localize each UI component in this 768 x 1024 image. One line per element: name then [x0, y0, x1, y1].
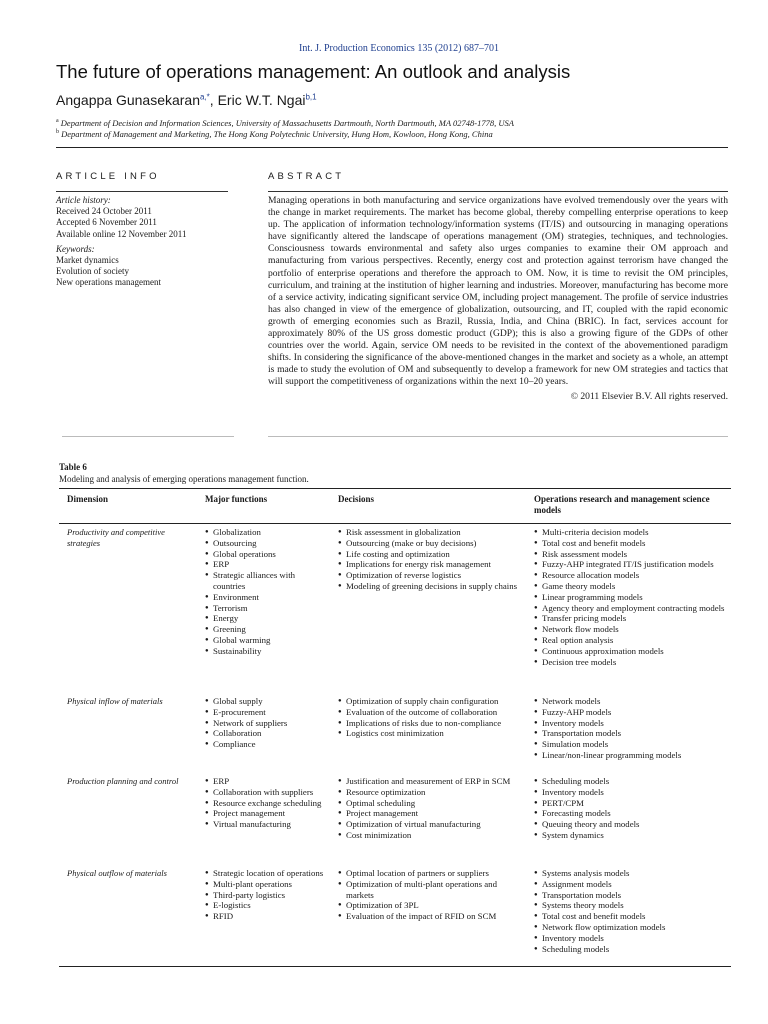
- list-item: ● E-logistics: [205, 900, 327, 911]
- header-divider: [56, 147, 728, 148]
- list-item: ● Risk assessment in globalization: [338, 527, 526, 538]
- row-dimension: Productivity and competitive strategies: [67, 527, 165, 548]
- list-item: ● Risk assessment models: [534, 549, 734, 560]
- decisions-list: [338, 776, 526, 841]
- list-item: ● RFID: [205, 911, 327, 922]
- list-item: ● Game theory models: [534, 581, 734, 592]
- history-item: Received 24 October 2011: [56, 206, 152, 217]
- list-item: ● Greening: [205, 624, 327, 635]
- list-item: ● Multi-criteria decision models: [534, 527, 734, 538]
- list-item: ● System dynamics: [534, 830, 734, 841]
- table-header-decisions: Decisions: [338, 494, 374, 504]
- list-item: ● Optimization of supply chain configuration: [338, 696, 526, 707]
- list-item: ● Systems analysis models: [534, 868, 734, 879]
- abstract-text: Managing operations in both manufacturing and service organizations have evolved tremendously over the years with the change in market requirements. The market has become global, thereby compelling enterprise operations to keep up. The application of information technology/information systems (IT/IS) and outsourcing in managing operations have significantly altered the landscape of operations management (OM) strategies, techniques, and technologies. Consciousness towards environmental and safety also urges companies to examine their OM approach and manufacturing from various perspectives. Recently, energy cost and protection against terrorism have changed the portfolio of enterprise operations and therefore the approach to OM. Now, it is time to revisit the OM principles, curriculum, and training at the institution of higher learning and industries. Moreover, manufacturing has become more of a service activity, indicating significant service OM, including project management. The profile of service industries has also changed in view of the emergence of globalization, outsourcing, and IT, coupled with the rapid economic growth of emerging economies such as Brazil, Russia, India, and China (BRIC). In fact, services account for approximately 80% of the US gross domestic product (GDP); this is also a growing figure of the GDPs of other countries over the world. Again, service OM needs to be revisited in the context of the abovementioned paradigm shifts. In considering the significance of the above-mentioned changes in the market and society as a whole, an attempt is made to study the evolution of OM and subsequently to develop a framework for new OM strategies and tactics that will support the competitiveness of organizations within the next 10–20 years.: [268, 195, 728, 388]
- list-item: ● Linear/non-linear programming models: [534, 750, 734, 761]
- list-item: ● Optimization of reverse logistics: [338, 570, 526, 581]
- keyword: Market dynamics: [56, 255, 119, 266]
- row-dimension: Physical inflow of materials: [67, 696, 163, 706]
- article-info-heading: ARTICLE INFO: [56, 171, 160, 182]
- list-item: ● Logistics cost minimization: [338, 728, 526, 739]
- functions-list: [205, 696, 327, 750]
- history-item: Accepted 6 November 2011: [56, 217, 157, 228]
- list-item: ● Fuzzy-AHP integrated IT/IS justification models: [534, 559, 734, 570]
- row-dimension: Production planning and control: [67, 776, 179, 786]
- list-item: ● Evaluation of the impact of RFID on SCM: [338, 911, 526, 922]
- list-item: ● Globalization: [205, 527, 327, 538]
- affiliation-b: $^b$ Department of Management and Marketing, The Hong Kong Polytechnic University, Hung Hom, Kowloon, Hong Kong, China: [56, 129, 493, 139]
- list-item: ● Real option analysis: [534, 635, 734, 646]
- list-item: ● Energy: [205, 613, 327, 624]
- history-label: Article history:: [56, 195, 111, 205]
- keyword: New operations management: [56, 277, 161, 288]
- list-item: ● PERT/CPM: [534, 798, 734, 809]
- list-item: ● Simulation models: [534, 739, 734, 750]
- list-item: ● Terrorism: [205, 603, 327, 614]
- keywords-label: Keywords:: [56, 243, 95, 254]
- list-item: ● Virtual manufacturing: [205, 819, 327, 830]
- decisions-list: [338, 527, 526, 592]
- list-item: ● Inventory models: [534, 787, 734, 798]
- abstract-block: [268, 195, 728, 403]
- list-item: ● Inventory models: [534, 933, 734, 944]
- list-item: ● Project management: [205, 808, 327, 819]
- list-item: ● Assignment models: [534, 879, 734, 890]
- functions-list: [205, 776, 327, 830]
- abstract-heading: ABSTRACT: [268, 171, 345, 182]
- list-item: ● Third-party logistics: [205, 890, 327, 901]
- list-item: ● Transportation models: [534, 728, 734, 739]
- table-header-rule: [59, 523, 731, 524]
- decisions-list: [338, 696, 526, 739]
- list-item: ● Life costing and optimization: [338, 549, 526, 560]
- models-list: [534, 868, 734, 954]
- table-top-rule: [59, 488, 731, 489]
- author-name: Eric W.T. Ngai: [217, 92, 306, 108]
- list-item: ● Transfer pricing models: [534, 613, 734, 624]
- models-list: [534, 527, 734, 667]
- list-item: ● Systems theory models: [534, 900, 734, 911]
- list-item: ● Transportation models: [534, 890, 734, 901]
- list-item: ● Optimal scheduling: [338, 798, 526, 809]
- list-item: ● Sustainability: [205, 646, 327, 657]
- list-item: ● Global warming: [205, 635, 327, 646]
- list-item: ● Resource allocation models: [534, 570, 734, 581]
- row-dimension: Physical outflow of materials: [67, 868, 167, 878]
- list-item: ● E-procurement: [205, 707, 327, 718]
- list-item: ● Justification and measurement of ERP in SCM: [338, 776, 526, 787]
- list-item: ● Resource optimization: [338, 787, 526, 798]
- info-end-rule: [62, 436, 234, 437]
- table-label: Table 6: [59, 462, 87, 472]
- functions-list: [205, 527, 327, 657]
- abstract-end-rule: [268, 436, 728, 437]
- list-item: ● Implications for energy risk management: [338, 559, 526, 570]
- list-item: ● Continuous approximation models: [534, 646, 734, 657]
- copyright-notice: © 2011 Elsevier B.V. All rights reserved.: [570, 390, 728, 402]
- list-item: ● ERP: [205, 559, 327, 570]
- list-item: ● Scheduling models: [534, 944, 734, 955]
- table-bottom-rule: [59, 966, 731, 967]
- list-item: ● Compliance: [205, 739, 327, 750]
- author-list: Angappa Gunasekaran$^{a,*}$, Eric W.T. Ngai$^{b,1}$: [56, 92, 317, 108]
- author-affiliation-mark[interactable]: a,*: [200, 92, 210, 102]
- paper-title: The future of operations management: An outlook and analysis: [56, 61, 571, 82]
- list-item: ● Collaboration: [205, 728, 327, 739]
- list-item: ● Network of suppliers: [205, 718, 327, 729]
- list-item: ● Network models: [534, 696, 734, 707]
- list-item: ● Strategic alliances with countries: [205, 570, 327, 592]
- table-header-models: Operations research and management science models: [534, 494, 710, 515]
- table-header-dimension: Dimension: [67, 494, 109, 504]
- list-item: ● Resource exchange scheduling: [205, 798, 327, 809]
- list-item: ● Environment: [205, 592, 327, 603]
- table-caption: Modeling and analysis of emerging operations management function.: [59, 474, 309, 484]
- list-item: ● Optimization of multi-plant operations and markets: [338, 879, 526, 901]
- list-item: ● Multi-plant operations: [205, 879, 327, 890]
- list-item: ● Agency theory and employment contracting models: [534, 603, 734, 614]
- history-item: Available online 12 November 2011: [56, 228, 187, 239]
- author-name: Angappa Gunasekaran: [56, 92, 200, 108]
- list-item: ● Inventory models: [534, 718, 734, 729]
- list-item: ● Total cost and benefit models: [534, 911, 734, 922]
- list-item: ● Queuing theory and models: [534, 819, 734, 830]
- list-item: ● Forecasting models: [534, 808, 734, 819]
- list-item: ● Network flow models: [534, 624, 734, 635]
- list-item: ● Collaboration with suppliers: [205, 787, 327, 798]
- functions-list: [205, 868, 327, 922]
- keyword: Evolution of society: [56, 266, 129, 277]
- models-list: [534, 776, 734, 841]
- list-item: ● Optimal location of partners or suppliers: [338, 868, 526, 879]
- article-info-block: [56, 195, 231, 289]
- list-item: ● Evaluation of the outcome of collaboration: [338, 707, 526, 718]
- table-header-functions: Major functions: [205, 494, 268, 504]
- list-item: ● Linear programming models: [534, 592, 734, 603]
- journal-citation[interactable]: Int. J. Production Economics 135 (2012) 687–701: [299, 43, 499, 54]
- list-item: ● Optimization of virtual manufacturing: [338, 819, 526, 830]
- list-item: ● Outsourcing: [205, 538, 327, 549]
- article-info-divider: [56, 191, 228, 192]
- list-item: ● Outsourcing (make or buy decisions): [338, 538, 526, 549]
- list-item: ● Cost minimization: [338, 830, 526, 841]
- list-item: ● Project management: [338, 808, 526, 819]
- list-item: ● Global supply: [205, 696, 327, 707]
- models-list: [534, 696, 734, 761]
- list-item: ● Modeling of greening decisions in supply chains: [338, 581, 526, 592]
- decisions-list: [338, 868, 526, 922]
- list-item: ● Scheduling models: [534, 776, 734, 787]
- list-item: ● ERP: [205, 776, 327, 787]
- list-item: ● Network flow optimization models: [534, 922, 734, 933]
- list-item: ● Decision tree models: [534, 657, 734, 668]
- list-item: ● Strategic location of operations: [205, 868, 327, 879]
- list-item: ● Fuzzy-AHP models: [534, 707, 734, 718]
- list-item: ● Implications of risks due to non-compliance: [338, 718, 526, 729]
- list-item: ● Total cost and benefit models: [534, 538, 734, 549]
- abstract-divider: [268, 191, 728, 192]
- list-item: ● Global operations: [205, 549, 327, 560]
- author-affiliation-mark[interactable]: b,1: [305, 92, 317, 102]
- affiliation-a: $^a$ Department of Decision and Information Sciences, University of Massachusetts Dartmouth, North Dartmouth, MA 02748-1778, USA: [56, 118, 514, 128]
- list-item: ● Optimization of 3PL: [338, 900, 526, 911]
